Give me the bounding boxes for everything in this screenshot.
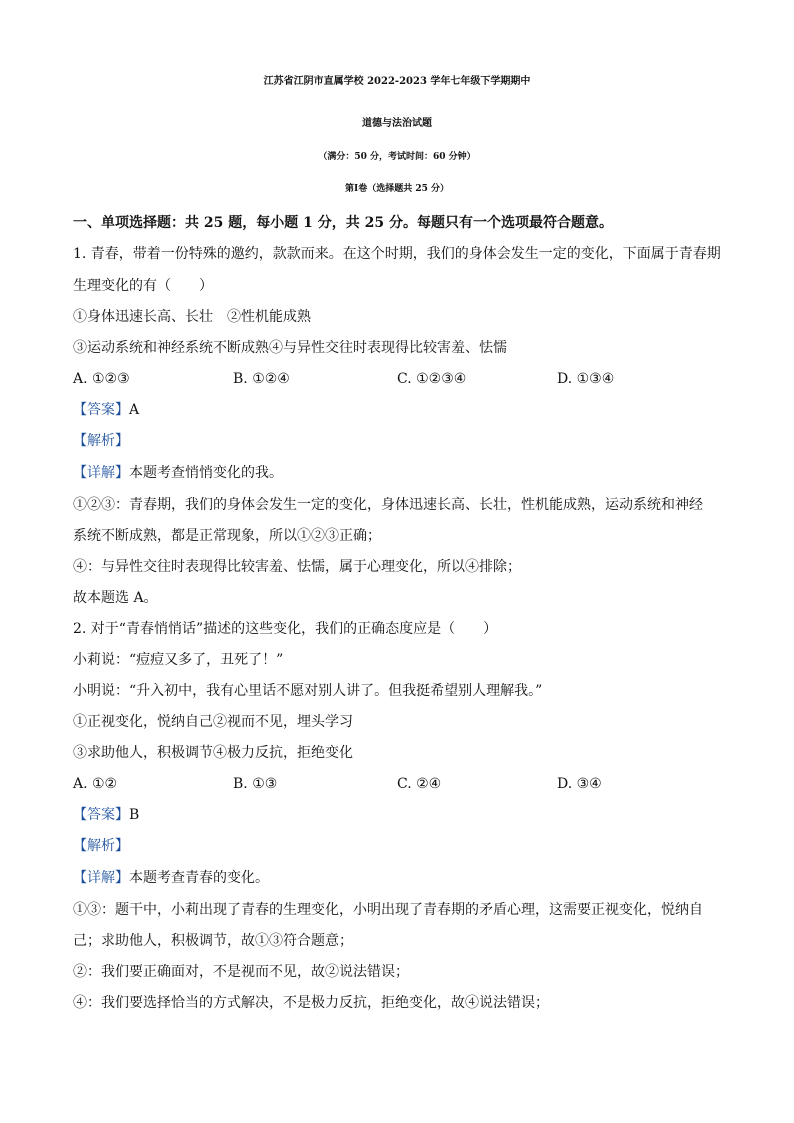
document-title: 江苏省江阴市直属学校 2022-2023 学年七年级下学期期中 xyxy=(263,76,531,87)
q1-item-line2: ③运动系统和神经系统不断成熟④与异性交往时表现得比较害羞、怯懦 xyxy=(73,340,507,356)
q2-explanation-line2: 己；求助他人，积极调节，故①③符合题意； xyxy=(73,933,353,949)
q2-xiaoli-quote: 小莉说：“痘痘又多了，丑死了！” xyxy=(73,652,284,668)
q1-option-c: C. ①②③④ xyxy=(397,371,467,387)
q1-answer-value: A xyxy=(129,402,140,418)
q1-explanation-line3: ④：与异性交往时表现得比较害羞、怯懦，属于心理变化，所以④排除； xyxy=(73,559,521,575)
exam-info: （满分：50 分，考试时间：60 分钟） xyxy=(318,152,476,162)
q1-stem-line2: 生理变化的有（ ） xyxy=(73,278,213,294)
q1-explanation-line1: ①②③：青春期，我们的身体会发生一定的变化，身体迅速长高、长壮，性机能成熟，运动系统和神经 xyxy=(73,497,703,513)
q1-option-a: A. ①②③ xyxy=(73,371,130,387)
q1-conclusion: 故本题选 A。 xyxy=(73,590,158,606)
q2-option-b: B. ①③ xyxy=(233,776,278,792)
q2-explanation-line1: ①③：题干中，小莉出现了青春的生理变化，小明出现了青春期的矛盾心理，这需要正视变化，悦纳自 xyxy=(73,902,703,918)
q1-detail-label: 【详解】 xyxy=(73,465,129,481)
volume-heading: 第Ⅰ卷（选择题共 25 分） xyxy=(344,184,449,194)
q2-item-line1: ①正视变化，悦纳自己②视而不见，埋头学习 xyxy=(73,714,353,730)
q2-explanation-line4: ④：我们要选择恰当的方式解决，不是极力反抗，拒绝变化，故④说法错误； xyxy=(73,995,549,1011)
q1-explanation-line2: 系统不断成熟，都是正常现象，所以①②③正确； xyxy=(73,528,381,544)
q2-option-d: D. ③④ xyxy=(557,776,602,792)
q2-answer xyxy=(73,806,139,824)
q2-stem: 2. 对于“青春悄悄话”描述的这些变化，我们的正确态度应是（ ） xyxy=(73,621,498,637)
q1-option-b: B. ①②④ xyxy=(233,371,290,387)
q2-answer-value: B xyxy=(129,807,140,823)
q2-option-a: A. ①② xyxy=(73,776,118,792)
q2-detail-text: 本题考查青春的变化。 xyxy=(129,870,269,886)
q1-item-line1: ①身体迅速长高、长壮 ②性机能成熟 xyxy=(73,309,311,325)
q2-xiaoming-quote: 小明说：“升入初中，我有心里话不愿对别人讲了。但我挺希望别人理解我。” xyxy=(73,683,543,699)
q2-answer-label: 【答案】 xyxy=(73,807,129,823)
q2-option-c: C. ②④ xyxy=(397,776,442,792)
q1-answer-label: 【答案】 xyxy=(73,402,129,418)
q1-analysis-label: 【解析】 xyxy=(73,433,129,449)
section-heading: 一、单项选择题：共 25 题，每小题 1 分，共 25 分。每题只有一个选项最符合题意。 xyxy=(73,215,613,231)
q1-stem-line1: 1. 青春，带着一份特殊的邀约，款款而来。在这个时期，我们的身体会发生一定的变化，下面属于青春期 xyxy=(73,246,721,262)
q1-detail xyxy=(73,464,283,482)
document-subtitle: 道德与法治试题 xyxy=(362,118,432,129)
q2-detail-label: 【详解】 xyxy=(73,870,129,886)
q2-detail xyxy=(73,869,269,887)
q2-item-line2: ③求助他人，积极调节④极力反抗，拒绝变化 xyxy=(73,745,353,761)
q1-answer xyxy=(73,401,139,419)
q1-detail-text: 本题考查悄悄变化的我。 xyxy=(129,465,283,481)
q2-explanation-line3: ②：我们要正确面对，不是视而不见，故②说法错误； xyxy=(73,964,409,980)
q1-option-d: D. ①③④ xyxy=(557,371,615,387)
q2-analysis-label: 【解析】 xyxy=(73,838,129,854)
